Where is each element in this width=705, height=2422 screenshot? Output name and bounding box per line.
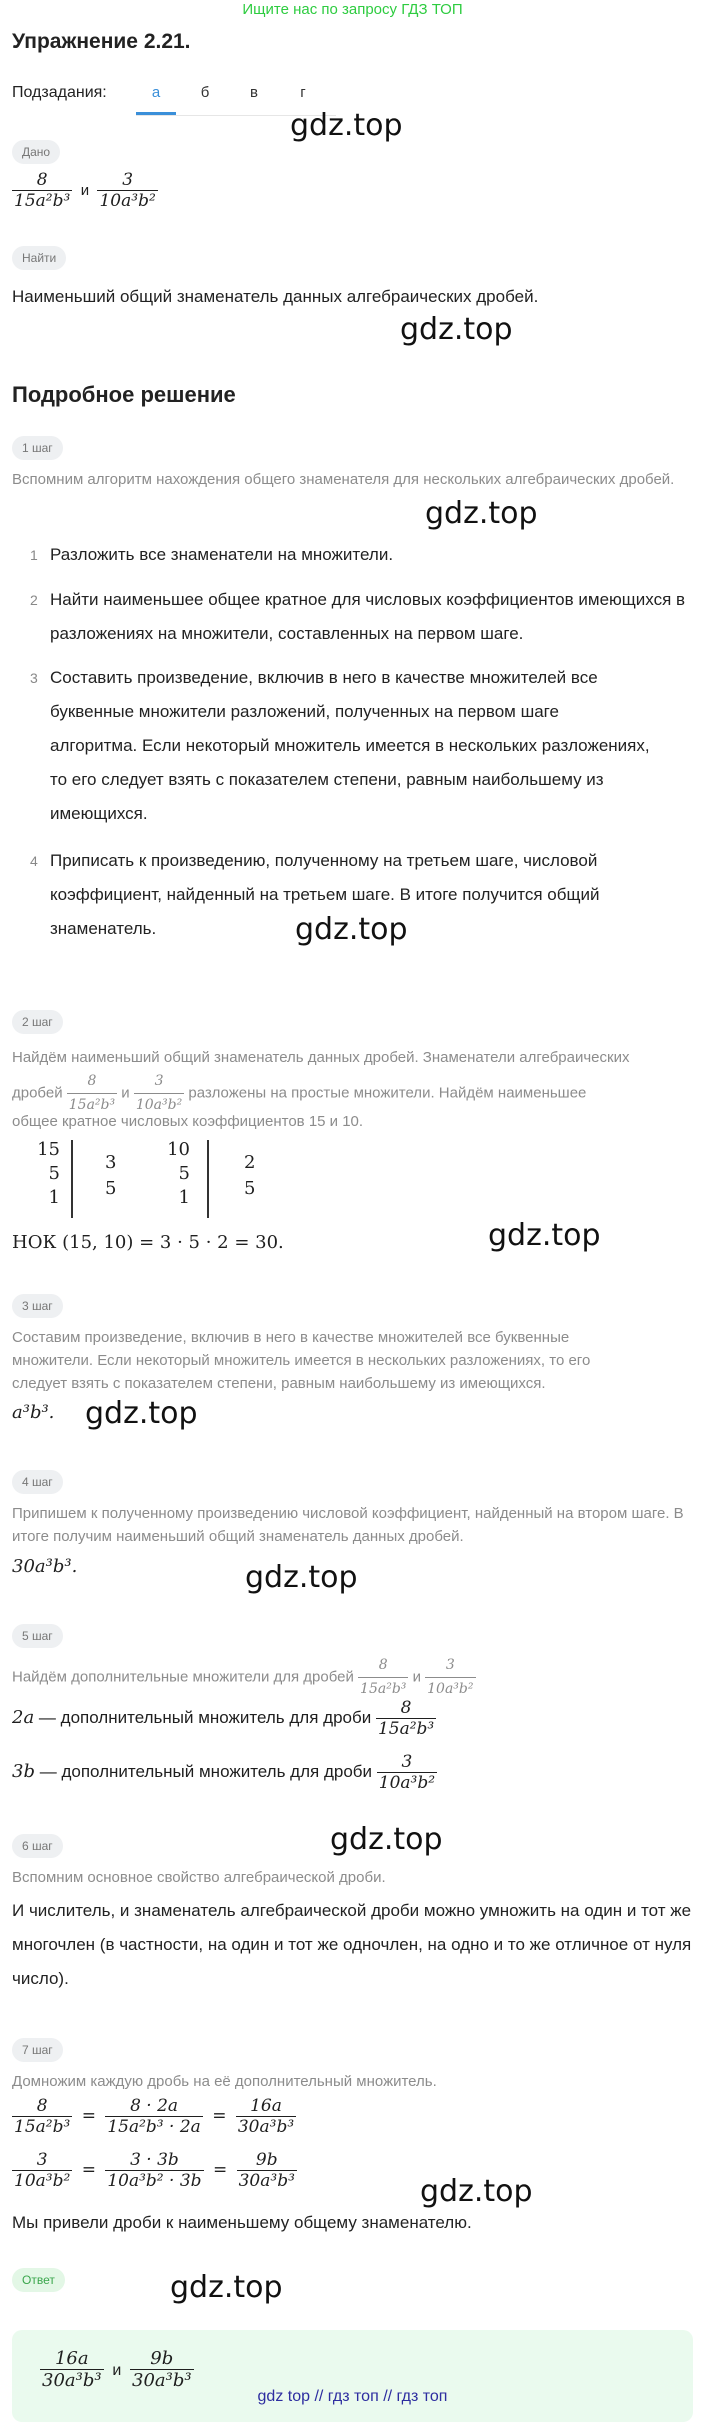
tab-v[interactable]: в bbox=[250, 84, 258, 101]
step7-intro: Домножим каждую дробь на её дополнительный множитель. bbox=[12, 2073, 437, 2090]
step7-eq2-f3 bbox=[237, 2150, 297, 2191]
step7-eq1-f2-num: 8 · 2a bbox=[130, 2096, 179, 2116]
step5-row1-frac bbox=[376, 1698, 436, 1739]
watermark: gdz.top bbox=[85, 1396, 198, 1431]
step1-item-4-num: 4 bbox=[30, 853, 38, 869]
factor15-divider bbox=[71, 1140, 73, 1218]
step5-intro-frac2-num: 3 bbox=[445, 1657, 455, 1673]
step5-intro-frac1-den: 15a²b³ bbox=[358, 1677, 408, 1701]
step7-eq1-f2 bbox=[105, 2096, 202, 2137]
answer-frac2-den: 30a³b³ bbox=[132, 2370, 192, 2391]
step2-line2b: и bbox=[121, 1084, 130, 1102]
answer-fractions bbox=[40, 2348, 194, 2391]
page-title: Упражнение 2.21. bbox=[12, 30, 191, 53]
answer-frac2 bbox=[130, 2348, 194, 2391]
step1-item-1-num: 1 bbox=[30, 547, 38, 563]
step6-badge: 6 шаг bbox=[12, 1834, 63, 1858]
step5-intro-frac1-num: 8 bbox=[378, 1657, 388, 1673]
step2-badge: 2 шаг bbox=[12, 1010, 63, 1034]
watermark: gdz.top bbox=[295, 912, 408, 947]
find-badge: Найти bbox=[12, 246, 66, 270]
answer-frac1-num: 16a bbox=[54, 2348, 89, 2369]
factor15-right bbox=[105, 1150, 116, 1202]
bottom-banner[interactable]: gdz top // гдз топ // гдз топ bbox=[257, 2388, 448, 2405]
step7-eq2-f2-den: 10a³b² · 3b bbox=[107, 2171, 202, 2191]
step5-intro-frac2-den: 10a³b² bbox=[425, 1677, 475, 1701]
watermark: gdz.top bbox=[400, 312, 513, 347]
step1-item-2: Найти наименьшее общее кратное для числовых коэффициентов имеющихся в разложениях на множители, составленных на первом шаге. bbox=[50, 590, 686, 643]
step3-badge: 3 шаг bbox=[12, 1294, 63, 1318]
find-text: Наименьший общий знаменатель данных алгебраических дробей. bbox=[12, 287, 539, 306]
tab-a[interactable]: а bbox=[151, 84, 161, 101]
step7-eq1-f3-den: 30a³b³ bbox=[237, 2117, 295, 2137]
step5-intro-frac1 bbox=[358, 1654, 408, 1701]
step5-intro bbox=[12, 1654, 476, 1701]
step1-item-4: Приписать к произведению, полученному на третьем шаге, числовой коэффициент, найденный на третьем шаге. В итоге получится общий знаменатель. bbox=[50, 851, 600, 938]
step5-row2-frac bbox=[377, 1752, 437, 1793]
answer-frac2-num: 9b bbox=[150, 2348, 174, 2369]
given-and: и bbox=[80, 182, 90, 199]
step1-item-2-num: 2 bbox=[30, 592, 38, 608]
step5-row1-factor: 2a bbox=[12, 1706, 35, 1728]
factor10-right-1: 5 bbox=[244, 1178, 256, 1199]
step7-eq2-f1-den: 10a³b² bbox=[14, 2171, 71, 2191]
step7-eq2-f1-num: 3 bbox=[36, 2150, 48, 2170]
step7-eq2-f1 bbox=[12, 2150, 72, 2191]
step5-row1-num: 8 bbox=[400, 1698, 412, 1718]
step5-row1 bbox=[12, 1698, 436, 1739]
answer-and: и bbox=[112, 2361, 122, 2379]
answer-frac1-den: 30a³b³ bbox=[42, 2370, 102, 2391]
step6-intro: Вспомним основное свойство алгебраической дроби. bbox=[12, 1869, 386, 1886]
given-frac1-num: 8 bbox=[36, 170, 48, 190]
step7-eq2: $\frac{3}{\text{10a³b²}}$ = $\frac{3 \cdot 3b}{\text{10a³b² · 3b}}$ = $\frac{9b}{\text{30a³b³}}$ bbox=[14, 2150, 295, 2191]
step2-line2a: дробей bbox=[12, 1084, 63, 1102]
given-frac2-den: 10a³b² bbox=[99, 191, 156, 211]
step5-row2-factor: 3b bbox=[12, 1760, 35, 1782]
top-banner[interactable]: Ищите нас по запросу ГДЗ ТОП bbox=[242, 1, 463, 18]
given-frac1-den: 15a²b³ bbox=[14, 191, 71, 211]
step7-eq1-f1 bbox=[12, 2096, 72, 2137]
step7-eq1-f1-den: 15a²b³ bbox=[14, 2117, 71, 2137]
answer-frac1 bbox=[40, 2348, 104, 2391]
step2-line3: общее кратное числовых коэффициентов 15 и 10. bbox=[12, 1113, 364, 1130]
step7-eq2-f3-num: 9b bbox=[255, 2150, 278, 2170]
factor15-left-0: 15 bbox=[37, 1139, 60, 1160]
tab-g[interactable]: г bbox=[300, 84, 306, 101]
step5-row2 bbox=[12, 1752, 437, 1793]
step7-eq1-f3-num: 16a bbox=[250, 2096, 282, 2116]
step7-eq2-f2-num: 3 · 3b bbox=[130, 2150, 179, 2170]
step7-eq2-f3-den: 30a³b³ bbox=[238, 2171, 295, 2191]
step5-row2-text: — дополнительный множитель для дроби bbox=[39, 1761, 373, 1781]
watermark: gdz.top bbox=[488, 1218, 601, 1253]
step7-eq1: $\frac{8}{\text{15a²b³}}$ = $\frac{8 \cdot 2a}{\text{15a²b³ · 2a}}$ = $\frac{16a}{\text{30a³b³}}$ bbox=[14, 2096, 295, 2137]
step4-text: Припишем к полученному произведению числовой коэффициент, найденный на втором шаге. В итоге получим наименьший общий знаменатель данных дробей. bbox=[12, 1505, 684, 1545]
step5-row2-num: 3 bbox=[401, 1752, 413, 1772]
watermark: gdz.top bbox=[420, 2174, 533, 2209]
step4-result: 30a³b³. bbox=[12, 1556, 78, 1577]
factor10-left bbox=[160, 1138, 190, 1210]
step5-intro-frac2 bbox=[425, 1654, 475, 1701]
factor10-left-0: 10 bbox=[167, 1139, 190, 1160]
step2-frac2-den: 10a³b² bbox=[134, 1093, 184, 1117]
given-fraction-2 bbox=[97, 170, 157, 211]
factor15-right-0: 3 bbox=[105, 1152, 117, 1173]
step3-text: Составим произведение, включив в него в качестве множителей все буквенные множители. Если некоторый множитель имеется в нескольких разложениях, то его следует взять с показателем степени, равным наибольшему из имеющихся. bbox=[12, 1329, 591, 1392]
step1-badge: 1 шаг bbox=[12, 436, 63, 460]
step7-badge: 7 шаг bbox=[12, 2038, 63, 2062]
step1-intro: Вспомним алгоритм нахождения общего знаменателя для нескольких алгебраических дробей. bbox=[12, 471, 675, 488]
given-fractions bbox=[12, 170, 158, 211]
watermark: gdz.top bbox=[170, 2270, 283, 2305]
step5-intro-text: Найдём дополнительные множители для дробей bbox=[12, 1668, 354, 1686]
watermark: gdz.top bbox=[245, 1560, 358, 1595]
step2-frac1-num: 8 bbox=[87, 1073, 97, 1089]
step1-item-3-num: 3 bbox=[30, 670, 38, 686]
step5-row1-text: — дополнительный множитель для дроби bbox=[38, 1707, 372, 1727]
watermark: gdz.top bbox=[330, 1822, 443, 1857]
given-fraction-1 bbox=[12, 170, 72, 211]
step7-eq1-f1-num: 8 bbox=[36, 2096, 48, 2116]
step2-nok: НОК (15, 10) = 3 · 5 · 2 = 30. bbox=[12, 1232, 284, 1253]
tab-b[interactable]: б bbox=[200, 84, 210, 101]
step2-frac1-den: 15a²b³ bbox=[67, 1093, 117, 1117]
step7-eq1-f3 bbox=[236, 2096, 296, 2137]
step3-result: a³b³. bbox=[12, 1402, 55, 1423]
step2-line2c: разложены на простые множители. Найдём наименьшее bbox=[188, 1084, 587, 1102]
step7-eq2-f2 bbox=[105, 2150, 203, 2191]
factor10-right-0: 2 bbox=[244, 1152, 256, 1173]
step7-eq1-f2-den: 15a²b³ · 2a bbox=[107, 2117, 201, 2137]
step7-outro: Мы привели дроби к наименьшему общему знаменателю. bbox=[12, 2213, 472, 2232]
given-frac2-num: 3 bbox=[122, 170, 134, 190]
watermark: gdz.top bbox=[425, 496, 538, 531]
step2-line1: Найдём наименьший общий знаменатель данных дробей. Знаменатели алгебраических bbox=[12, 1049, 630, 1066]
watermark: gdz.top bbox=[290, 108, 403, 143]
factor15-left-2: 1 bbox=[48, 1187, 60, 1208]
step5-row2-den: 10a³b² bbox=[378, 1773, 436, 1793]
factor15-right-1: 5 bbox=[105, 1178, 117, 1199]
factor10-right bbox=[244, 1150, 255, 1202]
factor10-divider bbox=[207, 1140, 209, 1218]
step5-and: и bbox=[412, 1668, 421, 1686]
step5-badge: 5 шаг bbox=[12, 1624, 63, 1648]
factor10-left-1: 5 bbox=[178, 1163, 190, 1184]
factor15-left bbox=[30, 1138, 60, 1210]
step1-item-3: Составить произведение, включив в него в качестве множителей все буквенные множители разложений, полученных на первом шаге алгоритма. Если некоторый множитель имеется в нескольких разложениях, то его следует взять с показателем степени, равным наибольшему из имеющихся. bbox=[50, 668, 650, 823]
answer-badge: Ответ bbox=[12, 2268, 65, 2292]
solution-heading: Подробное решение bbox=[12, 382, 236, 407]
step5-row1-den: 15a²b³ bbox=[377, 1719, 435, 1739]
factor15-left-1: 5 bbox=[48, 1163, 60, 1184]
factor10-left-2: 1 bbox=[178, 1187, 190, 1208]
step1-item-1: Разложить все знаменатели на множители. bbox=[50, 545, 394, 564]
active-tab-indicator bbox=[136, 112, 176, 115]
step6-text: И числитель, и знаменатель алгебраической дроби можно умножить на один и тот же многочлен (в частности, на один и тот же одночлен, на одно и то же отличное от нуля число). bbox=[12, 1901, 692, 1988]
subtasks-label: Подзадания: bbox=[12, 84, 107, 101]
given-badge: Дано bbox=[12, 140, 60, 164]
step2-frac2-num: 3 bbox=[154, 1073, 164, 1089]
step4-badge: 4 шаг bbox=[12, 1470, 63, 1494]
